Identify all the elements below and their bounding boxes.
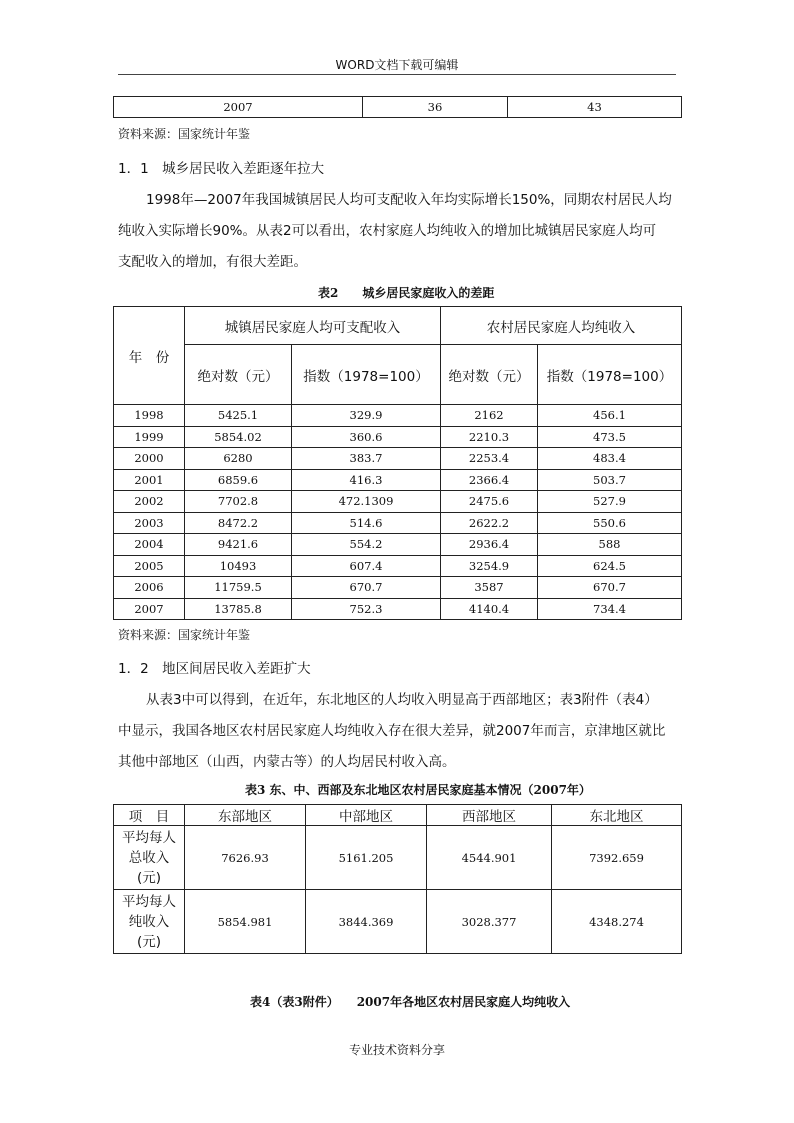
row-label xyxy=(114,890,185,954)
table-row xyxy=(114,534,682,556)
sub-header: 指数（1978=100） xyxy=(292,345,441,405)
table-row xyxy=(114,426,682,448)
section-heading: 1．1 城乡居民收入差距逐年拉大 xyxy=(118,161,325,177)
section-heading: 1．2 地区间居民收入差距扩大 xyxy=(118,661,311,677)
paragraph-line: 从表3中可以得到，在近年，东北地区的人均收入明显高于西部地区；表3附件（表4） xyxy=(146,692,658,708)
table-cell: 2936.4 xyxy=(441,534,538,556)
table-row xyxy=(114,555,682,577)
table-cell: 2210.3 xyxy=(441,426,538,448)
table3-caption: 表3 东、中、西部及东北地区农村居民家庭基本情况（2007年） xyxy=(245,783,591,797)
continued-table xyxy=(113,96,682,118)
table-cell: 5854.02 xyxy=(185,426,292,448)
table-cell: 4140.4 xyxy=(441,598,538,620)
table-cell: 2162 xyxy=(441,405,538,427)
paragraph-line: 1998年—2007年我国城镇居民人均可支配收入年均实际增长150%，同期农村居民人均 xyxy=(146,192,672,208)
table-cell: 5425.1 xyxy=(185,405,292,427)
sub-header: 指数（1978=100） xyxy=(538,345,682,405)
table-cell: 503.7 xyxy=(538,469,682,491)
table-row xyxy=(114,491,682,513)
page-header: WORD文档下载可编辑 xyxy=(335,58,459,72)
table-cell: 4544.901 xyxy=(427,826,552,890)
table3-header: 东北地区 xyxy=(552,805,682,826)
table-row xyxy=(114,890,682,954)
table-cell: 473.5 xyxy=(538,426,682,448)
table-cell: 5854.981 xyxy=(185,890,306,954)
paragraph-line: 其他中部地区（山西，内蒙古等）的人均居民村收入高。 xyxy=(118,754,456,770)
table-cell: 2000 xyxy=(114,448,185,470)
row-label-line: (元) xyxy=(136,933,162,950)
table-row xyxy=(114,826,682,890)
table-cell: 2007 xyxy=(114,598,185,620)
table-cell: 752.3 xyxy=(292,598,441,620)
table-cell: 2004 xyxy=(114,534,185,556)
paragraph-line: 中显示，我国各地区农村居民家庭人均纯收入存在很大差异，就2007年而言，京津地区就比 xyxy=(118,723,666,739)
table-cell: 6280 xyxy=(185,448,292,470)
table-cell: 2005 xyxy=(114,555,185,577)
source-note: 资料来源：国家统计年鉴 xyxy=(118,628,251,642)
table-row xyxy=(114,512,682,534)
urban-group-header: 城镇居民家庭人均可支配收入 xyxy=(185,307,441,345)
table-row xyxy=(114,405,682,427)
table-cell: 588 xyxy=(538,534,682,556)
table-cell: 5161.205 xyxy=(306,826,427,890)
table-cell: 607.4 xyxy=(292,555,441,577)
table-cell: 456.1 xyxy=(538,405,682,427)
table-cell: 554.2 xyxy=(292,534,441,556)
table-cell: 527.9 xyxy=(538,491,682,513)
table-cell: 7392.659 xyxy=(552,826,682,890)
table-cell: 734.4 xyxy=(538,598,682,620)
table-cell: 43 xyxy=(508,97,682,118)
table-row xyxy=(114,598,682,620)
year-header: 年 份 xyxy=(114,307,185,405)
header-divider xyxy=(118,74,676,75)
table-cell: 2006 xyxy=(114,577,185,599)
table-cell: 2002 xyxy=(114,491,185,513)
table-cell: 472.1309 xyxy=(292,491,441,513)
paragraph-line: 支配收入的增加，有很大差距。 xyxy=(118,254,307,270)
table-cell: 3028.377 xyxy=(427,890,552,954)
table-cell: 3254.9 xyxy=(441,555,538,577)
row-label xyxy=(114,826,185,890)
table4-caption: 表4（表3附件） 2007年各地区农村居民家庭人均纯收入 xyxy=(250,995,571,1009)
table-cell: 3587 xyxy=(441,577,538,599)
table-cell: 483.4 xyxy=(538,448,682,470)
table-cell: 4348.274 xyxy=(552,890,682,954)
table3-header: 西部地区 xyxy=(427,805,552,826)
rural-group-header: 农村居民家庭人均纯收入 xyxy=(441,307,682,345)
table3-header: 项 目 xyxy=(114,805,185,826)
table-cell: 2622.2 xyxy=(441,512,538,534)
row-label-line: 平均每人 xyxy=(122,829,176,846)
table-cell: 2366.4 xyxy=(441,469,538,491)
row-label-line: 平均每人 xyxy=(122,893,176,910)
table2-caption: 表2 城乡居民家庭收入的差距 xyxy=(318,286,495,300)
table-cell: 10493 xyxy=(185,555,292,577)
table-cell: 514.6 xyxy=(292,512,441,534)
paragraph-line: 纯收入实际增长90%。从表2可以看出，农村家庭人均纯收入的增加比城镇居民家庭人均可 xyxy=(118,223,657,239)
table-cell: 360.6 xyxy=(292,426,441,448)
table3 xyxy=(113,804,682,954)
table-cell: 383.7 xyxy=(292,448,441,470)
table-cell: 36 xyxy=(363,97,508,118)
table-cell: 8472.2 xyxy=(185,512,292,534)
table-cell: 3844.369 xyxy=(306,890,427,954)
table-cell: 2007 xyxy=(114,97,363,118)
table2 xyxy=(113,306,682,620)
table-row xyxy=(114,469,682,491)
table-cell: 7626.93 xyxy=(185,826,306,890)
page-footer: 专业技术资料分享 xyxy=(348,1043,445,1057)
row-label-line: (元) xyxy=(136,869,162,886)
table-row xyxy=(114,577,682,599)
row-label-line: 纯收入 xyxy=(128,913,170,930)
table-cell: 1999 xyxy=(114,426,185,448)
sub-header: 绝对数（元） xyxy=(185,345,292,405)
row-label-line: 总收入 xyxy=(128,849,170,866)
sub-header: 绝对数（元） xyxy=(441,345,538,405)
table-cell: 1998 xyxy=(114,405,185,427)
table-cell: 329.9 xyxy=(292,405,441,427)
table-cell: 6859.6 xyxy=(185,469,292,491)
table-cell: 2001 xyxy=(114,469,185,491)
table-cell: 2475.6 xyxy=(441,491,538,513)
table-cell: 7702.8 xyxy=(185,491,292,513)
table-cell: 13785.8 xyxy=(185,598,292,620)
table-cell: 9421.6 xyxy=(185,534,292,556)
table-cell: 670.7 xyxy=(538,577,682,599)
table-cell: 670.7 xyxy=(292,577,441,599)
source-note: 资料来源：国家统计年鉴 xyxy=(118,127,251,141)
table-cell: 2003 xyxy=(114,512,185,534)
table-cell: 416.3 xyxy=(292,469,441,491)
table-cell: 624.5 xyxy=(538,555,682,577)
table-cell: 2253.4 xyxy=(441,448,538,470)
table3-header: 东部地区 xyxy=(185,805,306,826)
table-cell: 550.6 xyxy=(538,512,682,534)
table3-header: 中部地区 xyxy=(306,805,427,826)
table-row xyxy=(114,448,682,470)
table-cell: 11759.5 xyxy=(185,577,292,599)
